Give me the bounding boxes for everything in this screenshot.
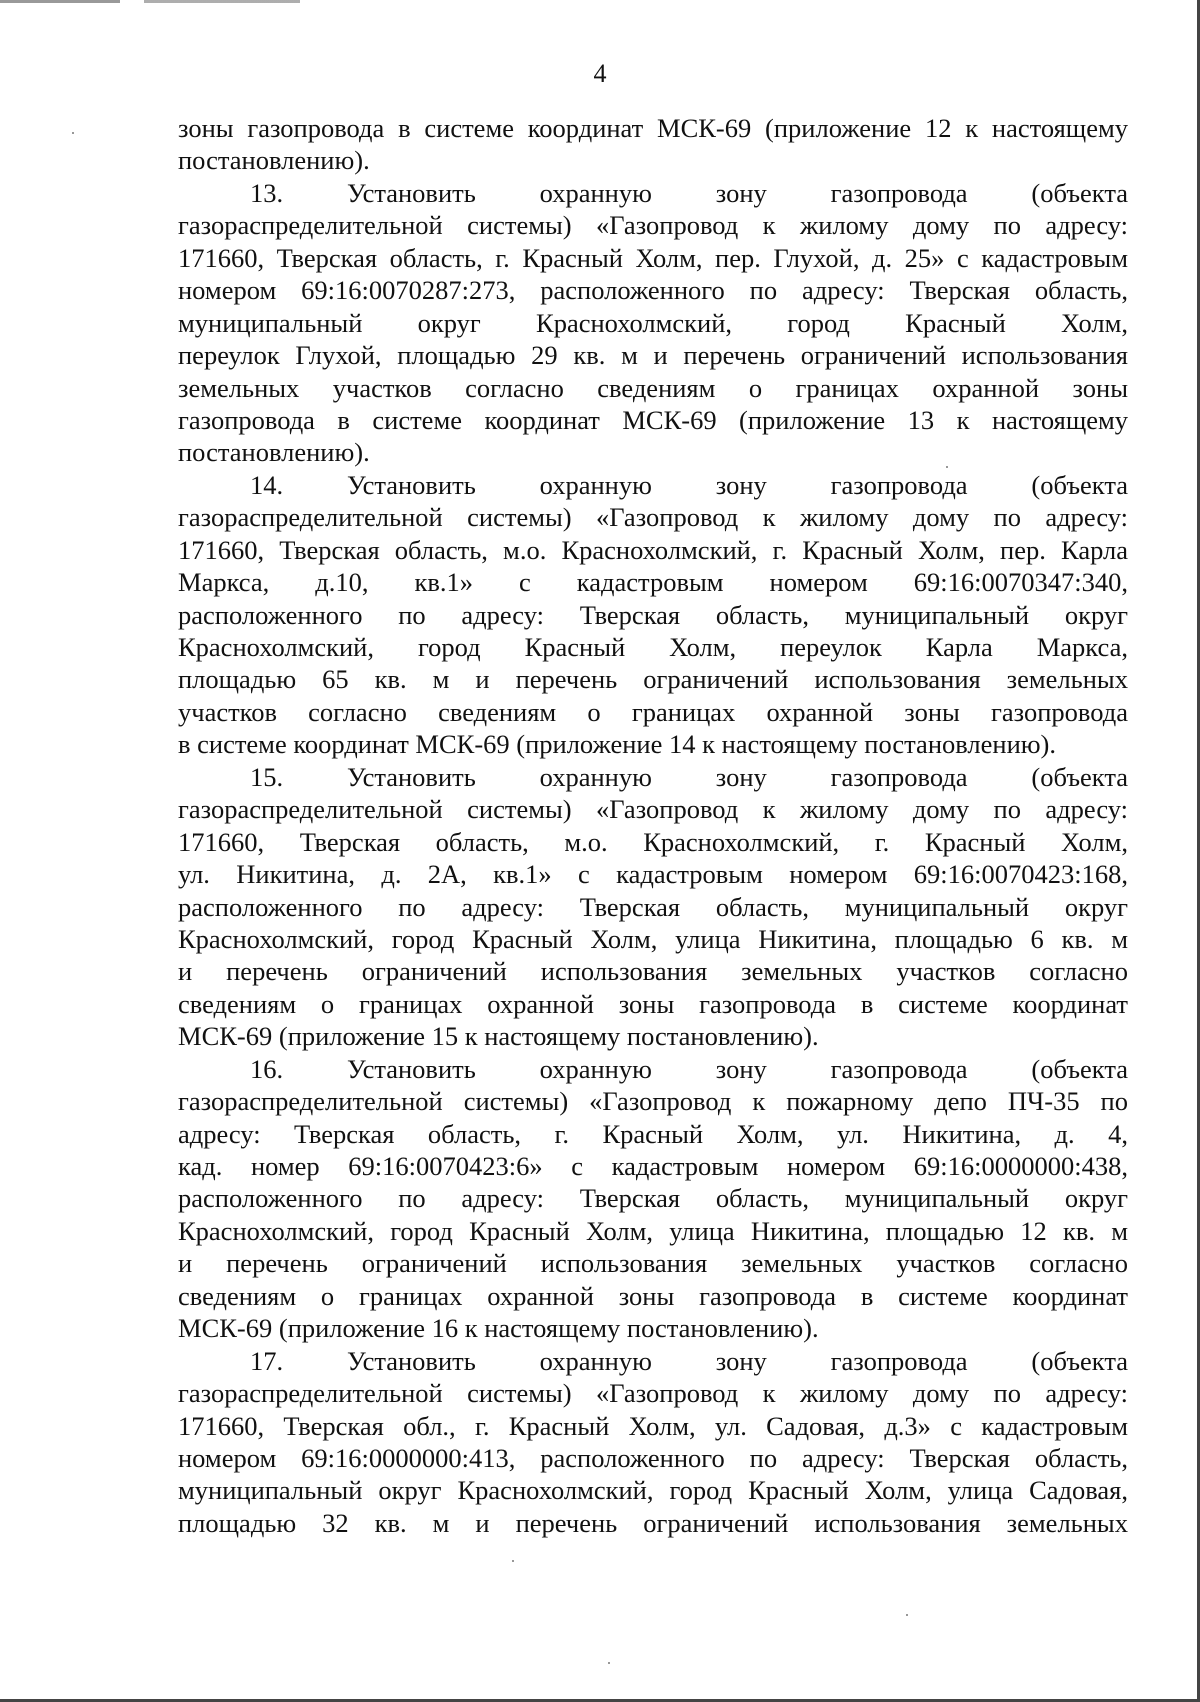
text-line: 171660, Тверская область, м.о. Краснохолмский, г. Красный Холм, — [178, 826, 1128, 857]
text-line: расположенного по адресу: Тверская область, муниципальный округ — [178, 891, 1128, 922]
text-line: МСК-69 (приложение 16 к настоящему постановлению). — [178, 1313, 819, 1344]
scan-edge-top — [0, 0, 300, 3]
text-line: кад. номер 69:16:0070423:6» с кадастровым номером 69:16:0000000:438, — [178, 1151, 1128, 1181]
text-line: газопровода в системе координат МСК-69 (приложение 13 к настоящему — [178, 404, 1128, 435]
text-line: газораспределительной системы) «Газопровод к пожарному депо ПЧ-35 по — [178, 1086, 1128, 1117]
text-line: газораспределительной системы) «Газопровод к жилому дому по адресу: — [178, 502, 1128, 533]
text-line: и перечень ограничений использования земельных участков согласно — [178, 956, 1128, 987]
text-line: зоны газопровода в системе координат МСК-69 (приложение 12 к настоящему — [178, 113, 1128, 143]
text-line: адресу: Тверская область, г. Красный Холм, ул. Никитина, д. 4, — [178, 1118, 1128, 1149]
text-line: газораспределительной системы) «Газопровод к жилому дому по адресу: — [178, 1378, 1128, 1409]
paragraph-first-line: 14. Установить охранную зону газопровода (объекта — [250, 469, 1128, 500]
text-line: площадью 65 кв. м и перечень ограничений использования земельных — [178, 664, 1128, 695]
text-line: Краснохолмский, город Красный Холм, улица Никитина, площадью 12 кв. м — [178, 1215, 1128, 1246]
text-line: расположенного по адресу: Тверская область, муниципальный округ — [178, 599, 1128, 630]
document-body — [178, 112, 1128, 1539]
text-line: площадью 32 кв. м и перечень ограничений использования земельных — [178, 1507, 1128, 1538]
scan-speck — [72, 132, 74, 134]
text-line: номером 69:16:0000000:413, расположенного по адресу: Тверская область, — [178, 1442, 1128, 1473]
text-line: газораспределительной системы) «Газопровод к жилому дому по адресу: — [178, 210, 1128, 241]
text-line: Краснохолмский, город Красный Холм, улица Никитина, площадью 6 кв. м — [178, 923, 1128, 954]
scan-speck — [608, 1662, 610, 1664]
paragraph-first-line: 15. Установить охранную зону газопровода (объекта — [250, 761, 1128, 792]
text-line: муниципальный округ Краснохолмский, город Красный Холм, — [178, 307, 1128, 338]
text-line: 171660, Тверская область, г. Красный Холм, пер. Глухой, д. 25» с кадастровым — [178, 242, 1128, 273]
text-line: 171660, Тверская область, м.о. Краснохолмский, г. Красный Холм, пер. Карла — [178, 534, 1128, 565]
paragraph-first-line: 16. Установить охранную зону газопровода (объекта — [250, 1053, 1128, 1084]
text-line: Маркса, д.10, кв.1» с кадастровым номером 69:16:0070347:340, — [178, 567, 1128, 598]
paragraph-first-line: 17. Установить охранную зону газопровода (объекта — [250, 1345, 1128, 1376]
scan-speck — [512, 1560, 514, 1562]
text-line: сведениям о границах охранной зоны газопровода в системе координат — [178, 988, 1128, 1019]
text-line: газораспределительной системы) «Газопровод к жилому дому по адресу: — [178, 794, 1128, 825]
scan-speck — [906, 1614, 908, 1616]
text-line: номером 69:16:0070287:273, расположенного по адресу: Тверская область, — [178, 275, 1128, 306]
page-number: 4 — [593, 59, 607, 88]
text-line: и перечень ограничений использования земельных участков согласно — [178, 1248, 1128, 1279]
text-line: в системе координат МСК-69 (приложение 14 к настоящему постановлению). — [178, 729, 1057, 760]
text-line: земельных участков согласно сведениям о границах охранной зоны — [178, 372, 1128, 403]
text-line: переулок Глухой, площадью 29 кв. м и перечень ограничений использования — [178, 340, 1128, 371]
text-line: муниципальный округ Краснохолмский, город Красный Холм, улица Садовая, — [178, 1475, 1128, 1506]
text-line: расположенного по адресу: Тверская область, муниципальный округ — [178, 1183, 1128, 1214]
text-line: МСК-69 (приложение 15 к настоящему постановлению). — [178, 1021, 819, 1052]
text-line: ул. Никитина, д. 2А, кв.1» с кадастровым номером 69:16:0070423:168, — [178, 859, 1128, 890]
text-line: 171660, Тверская обл., г. Красный Холм, ул. Садовая, д.3» с кадастровым — [178, 1410, 1128, 1441]
text-line: участков согласно сведениям о границах охранной зоны газопровода — [178, 696, 1128, 727]
text-line: Краснохолмский, город Красный Холм, переулок Карла Маркса, — [178, 632, 1128, 662]
text-line: сведениям о границах охранной зоны газопровода в системе координат — [178, 1280, 1128, 1311]
text-line: постановлению). — [178, 437, 370, 468]
paragraph-first-line: 13. Установить охранную зону газопровода (объекта — [250, 177, 1128, 208]
text-line: постановлению). — [178, 145, 370, 176]
